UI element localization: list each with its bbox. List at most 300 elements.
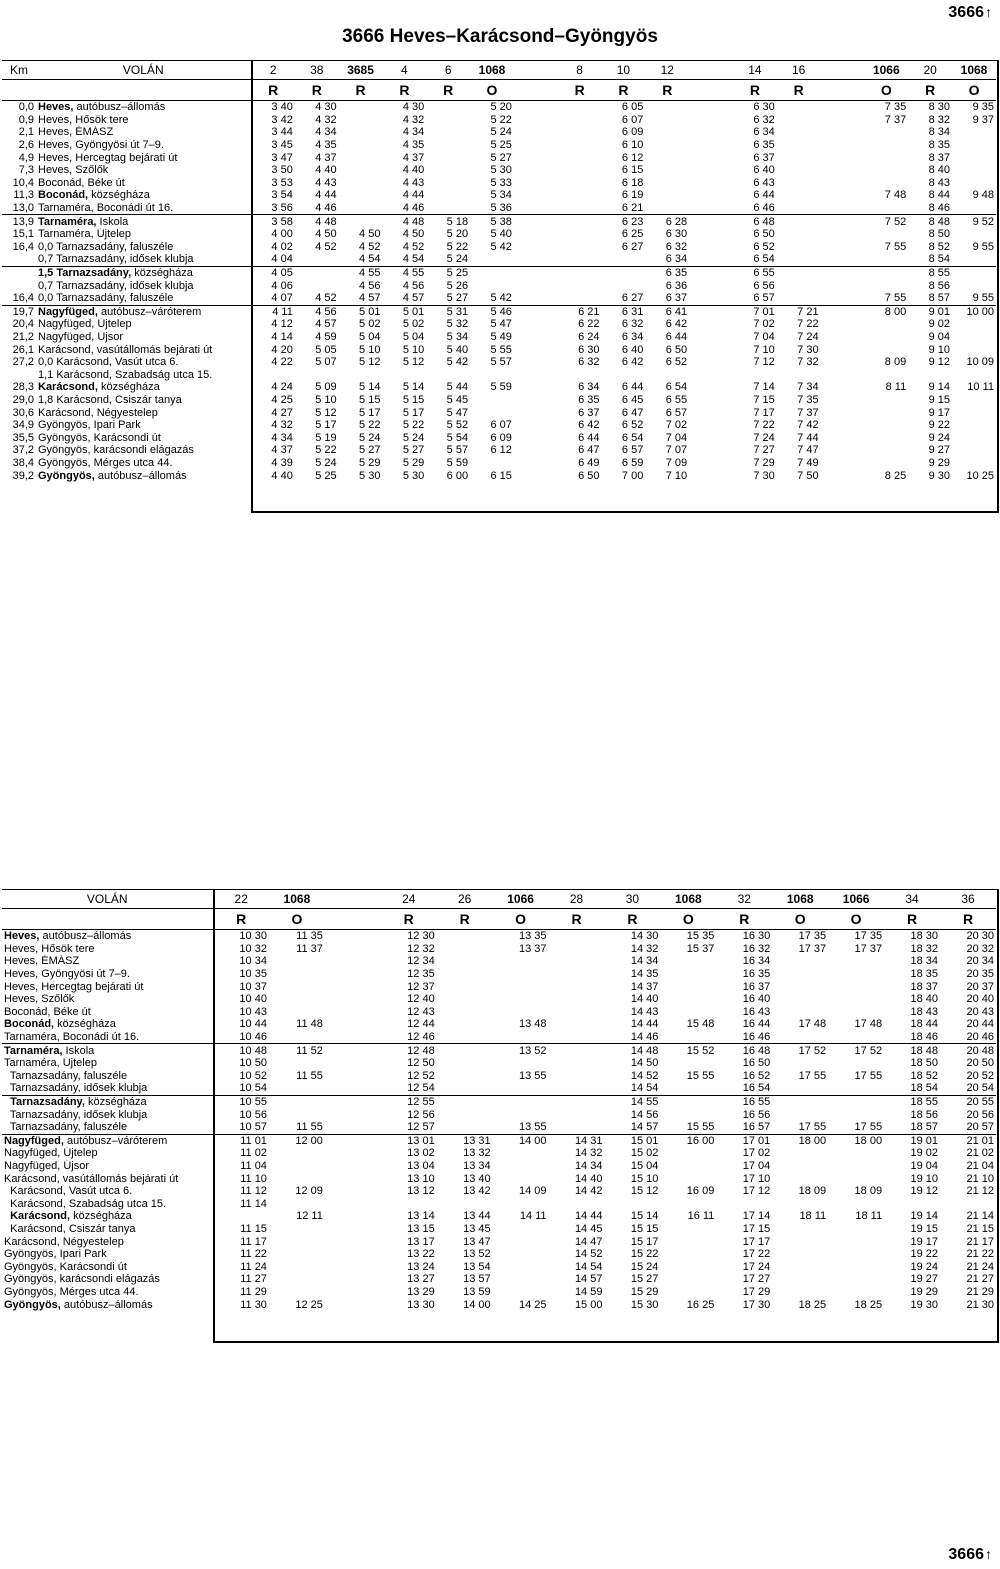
departure-time: 14 55	[604, 1095, 660, 1108]
trip-number	[821, 61, 865, 80]
departure-time: 18 40	[910, 993, 938, 1006]
departure-time	[325, 1298, 381, 1311]
departure-time	[772, 1006, 828, 1019]
departure-time: 7 42	[797, 419, 819, 432]
km-value: 29,0	[12, 393, 34, 406]
departure-time	[558, 241, 602, 254]
departure-time	[952, 318, 996, 331]
trip-number: 36	[940, 890, 996, 909]
stop-name	[2, 1006, 213, 1019]
departure-time: 13 32	[463, 1147, 491, 1160]
departure-time	[689, 101, 733, 114]
header-row-numbers	[2, 61, 996, 80]
operator-code: R	[295, 80, 339, 101]
departure-time: 8 44	[928, 189, 951, 202]
departure-time	[514, 266, 558, 279]
trip-number: 4	[382, 61, 426, 80]
departure-time: 14 31	[549, 1134, 605, 1147]
table-row	[2, 1082, 996, 1095]
departure-time	[952, 139, 996, 152]
km-value: 7,3	[18, 164, 34, 177]
stop-name-main: Heves,	[4, 930, 40, 943]
departure-time: 5 22	[359, 419, 381, 432]
table-row	[2, 1273, 996, 1286]
departure-time: 11 22	[213, 1248, 269, 1261]
departure-time: 19 24	[910, 1260, 938, 1273]
departure-time	[689, 368, 733, 381]
departure-time	[558, 266, 602, 279]
operator-code: R	[558, 80, 602, 101]
departure-time: 16 35	[742, 968, 771, 981]
departure-time	[549, 993, 605, 1006]
departure-time: 6 22	[578, 318, 600, 331]
departure-time	[493, 1160, 549, 1173]
stop-name-main: Nagyfüged,	[4, 1134, 64, 1147]
departure-time	[772, 968, 828, 981]
departure-time	[269, 1197, 325, 1210]
table-row	[2, 993, 996, 1006]
departure-time	[821, 202, 865, 215]
departure-time: 18 56	[910, 1108, 938, 1121]
table-row	[2, 164, 996, 177]
departure-time: 4 34	[251, 431, 295, 444]
departure-time	[325, 1057, 381, 1070]
stop-name	[36, 318, 251, 331]
departure-time	[660, 1147, 716, 1160]
departure-time: 21 15	[966, 1222, 994, 1235]
km-value: 26,1	[12, 343, 34, 356]
departure-time	[772, 1160, 828, 1173]
departure-time	[339, 114, 383, 127]
departure-time: 6 50	[753, 228, 775, 241]
departure-time: 21 02	[966, 1147, 994, 1160]
company-header: VOLÁN	[2, 890, 213, 909]
departure-time: 5 31	[426, 305, 470, 318]
departure-time: 13 55	[519, 1069, 547, 1082]
departure-time: 4 00	[251, 228, 295, 241]
departure-time: 15 22	[630, 1248, 659, 1261]
departure-time: 6 34	[665, 253, 688, 266]
departure-time	[864, 457, 908, 470]
km-value: 34,9	[12, 419, 34, 432]
departure-time: 15 14	[630, 1210, 659, 1223]
departure-time	[549, 1006, 605, 1019]
departure-time	[437, 1070, 493, 1083]
departure-time	[514, 305, 558, 318]
departure-time: 5 02	[359, 318, 381, 331]
stop-name	[2, 1223, 213, 1236]
departure-time	[514, 368, 558, 381]
departure-time: 6 32	[753, 113, 775, 126]
departure-time	[339, 368, 383, 381]
km-value: 2,1	[18, 126, 34, 139]
departure-time	[493, 1172, 549, 1185]
departure-time	[493, 993, 549, 1006]
departure-time: 16 34	[742, 955, 771, 968]
stop-name	[36, 394, 251, 407]
departure-time: 17 10	[742, 1172, 771, 1185]
departure-time: 17 29	[742, 1285, 771, 1298]
departure-time	[777, 177, 821, 190]
departure-time	[325, 1108, 381, 1121]
departure-time	[821, 419, 865, 432]
departure-time: 11 27	[213, 1273, 269, 1286]
departure-time	[952, 457, 996, 470]
departure-time	[558, 253, 602, 266]
departure-time: 8 56	[928, 279, 951, 292]
departure-time: 5 04	[402, 330, 425, 343]
stop-name	[36, 356, 251, 369]
departure-time	[339, 139, 383, 152]
km-value: 20,4	[12, 318, 34, 331]
departure-time	[952, 431, 996, 444]
departure-time: 11 35	[296, 930, 323, 943]
departure-time: 5 25	[490, 139, 512, 152]
departure-time: 14 00	[463, 1298, 491, 1311]
departure-time: 5 01	[382, 305, 426, 318]
departure-time: 6 36	[665, 279, 688, 292]
table-row	[2, 406, 996, 419]
departure-time: 19 15	[910, 1222, 938, 1235]
departure-time: 15 24	[630, 1260, 659, 1273]
operator-code: R	[940, 909, 996, 930]
departure-time	[325, 1223, 381, 1236]
departure-time	[382, 368, 426, 381]
departure-time: 10 09	[966, 356, 994, 369]
trip-number: 1068	[470, 61, 514, 80]
table-row	[2, 1108, 996, 1121]
stop-name-rest: Iskola	[96, 215, 129, 228]
stop-name-rest: autóbusz–váróterem	[63, 1134, 168, 1147]
departure-time	[952, 406, 996, 419]
departure-time: 13 55	[519, 1121, 547, 1134]
km-value: 0,9	[18, 113, 34, 126]
departure-time	[821, 279, 865, 292]
departure-time: 4 02	[251, 241, 295, 254]
departure-time	[864, 139, 908, 152]
departure-time: 18 35	[910, 968, 938, 981]
departure-time: 5 24	[359, 431, 381, 444]
table-row	[2, 1095, 996, 1108]
table-row	[2, 114, 996, 127]
departure-time	[470, 457, 514, 470]
departure-time: 8 37	[928, 151, 951, 164]
departure-time: 4 20	[251, 343, 295, 356]
departure-time: 9 55	[972, 292, 994, 305]
trip-number	[325, 890, 381, 909]
departure-time: 6 09	[621, 126, 644, 139]
departure-time	[558, 279, 602, 292]
stop-name-main: Gyöngyös, karácsondi elágazás	[38, 444, 194, 457]
departure-time: 13 01	[381, 1134, 437, 1147]
header-row-operators	[2, 80, 996, 101]
departure-time: 18 32	[910, 942, 938, 955]
table-row	[2, 228, 996, 241]
departure-time: 19 01	[884, 1134, 940, 1147]
stop-name	[2, 955, 213, 968]
departure-time: 6 27	[621, 240, 644, 253]
departure-time	[269, 993, 325, 1006]
departure-time	[426, 189, 470, 202]
departure-time: 14 34	[574, 1159, 603, 1172]
departure-time	[828, 1197, 884, 1210]
departure-time	[325, 1260, 381, 1273]
departure-time	[437, 955, 493, 968]
departure-time: 4 34	[402, 126, 425, 139]
departure-time	[821, 305, 865, 318]
departure-time: 18 09	[854, 1185, 883, 1198]
km-value: 35,5	[12, 431, 34, 444]
departure-time: 16 56	[742, 1108, 771, 1121]
departure-time	[821, 343, 865, 356]
stop-name-main: Heves,	[38, 101, 74, 114]
departure-time: 7 55	[884, 292, 907, 305]
departure-time: 5 29	[402, 456, 425, 469]
departure-time: 13 35	[519, 930, 547, 943]
departure-time: 5 27	[402, 444, 425, 457]
departure-time: 5 19	[315, 431, 337, 444]
departure-time: 4 05	[251, 266, 295, 279]
stop-name-main: Tarnaméra, Boconádi út 16.	[4, 1031, 140, 1044]
departure-time	[558, 228, 602, 241]
table-row	[2, 292, 996, 305]
departure-time: 6 12	[490, 444, 512, 457]
departure-time	[689, 253, 733, 266]
table-row	[2, 1260, 996, 1273]
departure-time: 6 57	[665, 406, 688, 419]
departure-time	[864, 228, 908, 241]
table-row	[2, 1248, 996, 1261]
departure-time: 4 35	[402, 139, 425, 152]
departure-time: 18 54	[910, 1082, 938, 1095]
stop-name	[36, 189, 251, 202]
operator-code: O	[660, 909, 716, 930]
departure-time: 13 52	[493, 1044, 549, 1057]
departure-time: 7 02	[665, 419, 688, 432]
departure-time: 5 14	[359, 381, 381, 394]
departure-time: 13 57	[463, 1273, 491, 1286]
departure-time: 17 24	[742, 1260, 771, 1273]
departure-time: 9 27	[928, 444, 951, 457]
departure-time	[660, 1260, 716, 1273]
departure-time: 10 46	[213, 1031, 269, 1044]
departure-time	[689, 343, 733, 356]
departure-time	[821, 381, 865, 394]
departure-time	[777, 228, 821, 241]
departure-time: 7 37	[884, 113, 907, 126]
departure-time: 13 22	[407, 1248, 435, 1261]
departure-time: 14 11	[519, 1210, 547, 1223]
departure-time: 13 54	[463, 1260, 491, 1273]
departure-time	[514, 431, 558, 444]
departure-time: 10 34	[213, 955, 269, 968]
table-row	[2, 419, 996, 432]
departure-time: 4 50	[315, 228, 337, 241]
departure-time: 6 10	[621, 139, 644, 152]
departure-time	[689, 151, 733, 164]
departure-time: 7 04	[665, 431, 688, 444]
departure-time: 5 17	[402, 406, 425, 419]
stop-name-main: Gyöngyös, Karácsondi út	[38, 431, 161, 444]
departure-time: 5 36	[490, 202, 512, 215]
trip-number: 38	[295, 61, 339, 80]
departure-time: 16 46	[742, 1031, 771, 1044]
stop-name-main: Karácsond, Csiszár tanya	[4, 1222, 136, 1235]
departure-time	[689, 419, 733, 432]
departure-time	[514, 292, 558, 305]
departure-time: 6 34	[621, 330, 644, 343]
stop-name	[36, 457, 251, 470]
trip-number: 1068	[772, 890, 828, 909]
stop-name-main: Heves, Hercegtag bejárati út	[38, 151, 178, 164]
departure-time: 5 12	[315, 406, 337, 419]
km-header: Km	[2, 61, 36, 80]
departure-time: 4 14	[251, 331, 295, 344]
direction-arrow-icon: ↑	[985, 1546, 992, 1562]
departure-time	[295, 368, 339, 381]
departure-time	[493, 968, 549, 981]
departure-time	[514, 469, 558, 482]
departure-time: 5 24	[446, 253, 469, 266]
departure-time: 7 34	[797, 381, 819, 394]
departure-time: 11 14	[213, 1197, 269, 1210]
departure-time: 6 00	[446, 469, 469, 482]
departure-time: 5 22	[315, 444, 337, 457]
departure-time: 4 52	[315, 240, 337, 253]
departure-time	[514, 151, 558, 164]
stop-name	[2, 1082, 213, 1095]
departure-time: 21 24	[966, 1260, 994, 1273]
departure-time: 14 35	[630, 968, 659, 981]
stop-name	[2, 968, 213, 981]
trip-number: 10	[602, 61, 646, 80]
table-row	[2, 356, 996, 369]
departure-time	[213, 1210, 269, 1223]
stop-name-main: Nagyfüged, Újtelep	[4, 1147, 98, 1160]
stop-name	[36, 228, 251, 241]
departure-time: 10 43	[213, 1006, 269, 1019]
departure-time: 13 10	[407, 1172, 435, 1185]
departure-time	[689, 457, 733, 470]
departure-time	[821, 457, 865, 470]
trip-number: 6	[426, 61, 470, 80]
km-value: 13,9	[2, 215, 36, 228]
stop-name-main: Tarnaméra, Boconádi út 16.	[38, 202, 174, 215]
stop-name	[2, 1018, 213, 1031]
departure-time	[772, 1286, 828, 1299]
departure-time: 5 20	[446, 228, 469, 241]
operator-code: O	[828, 909, 884, 930]
departure-time: 11 12	[213, 1185, 269, 1198]
stop-name-main: Gyöngyös, Mérges utca 44.	[4, 1285, 139, 1298]
departure-time	[602, 253, 646, 266]
departure-time	[689, 189, 733, 202]
stop-name	[36, 419, 251, 432]
departure-time	[381, 1197, 437, 1210]
stop-name-main: Heves, Hősök tere	[38, 113, 129, 126]
departure-time: 12 46	[407, 1031, 435, 1044]
departure-time: 17 48	[798, 1018, 827, 1031]
departure-time: 6 40	[621, 343, 644, 356]
page-number-top	[948, 4, 992, 22]
departure-time: 4 37	[315, 151, 337, 164]
trip-number: 1068	[952, 61, 996, 80]
departure-time: 20 48	[940, 1044, 996, 1057]
table-row	[2, 1070, 996, 1083]
departure-time: 7 17	[753, 406, 775, 419]
departure-time	[864, 279, 908, 292]
departure-time: 5 33	[490, 176, 512, 189]
departure-time: 4 40	[402, 164, 425, 177]
departure-time: 12 57	[407, 1121, 435, 1134]
departure-time: 4 46	[315, 202, 337, 215]
departure-time	[437, 1031, 493, 1044]
departure-time: 6 28	[645, 215, 689, 228]
table-row	[2, 1057, 996, 1070]
operator-code: R	[381, 909, 437, 930]
departure-time: 16 52	[742, 1069, 771, 1082]
stop-name	[36, 331, 251, 344]
departure-time: 13 47	[463, 1235, 491, 1248]
departure-time: 4 07	[251, 292, 295, 305]
departure-time: 13 34	[463, 1159, 491, 1172]
departure-time: 9 15	[928, 393, 951, 406]
departure-time: 5 40	[446, 343, 469, 356]
departure-time: 4 32	[402, 113, 425, 126]
departure-time	[325, 1197, 381, 1210]
departure-time	[325, 1286, 381, 1299]
table-row	[2, 1235, 996, 1248]
operator-code	[689, 80, 733, 101]
departure-time	[269, 955, 325, 968]
stop-name-main: Heves, Gyöngyösi út 7–9.	[4, 968, 130, 981]
departure-time: 4 46	[402, 202, 425, 215]
departure-time: 6 07	[621, 113, 644, 126]
departure-time: 4 44	[402, 189, 425, 202]
departure-time: 21 12	[966, 1185, 994, 1198]
departure-time: 4 57	[315, 318, 337, 331]
departure-time: 6 15	[621, 164, 644, 177]
departure-time	[549, 930, 605, 943]
stop-name-main: Heves, Szőlők	[38, 164, 109, 177]
departure-time	[437, 1006, 493, 1019]
departure-time	[864, 151, 908, 164]
departure-time: 5 14	[402, 381, 425, 394]
departure-time	[660, 968, 716, 981]
departure-time: 16 32	[742, 942, 771, 955]
table-row	[2, 1044, 996, 1057]
departure-time: 6 52	[753, 240, 775, 253]
table-row	[2, 305, 996, 318]
departure-time: 14 43	[630, 1005, 659, 1018]
departure-time	[437, 1057, 493, 1070]
departure-time: 5 22	[446, 240, 469, 253]
departure-time: 5 27	[359, 444, 381, 457]
departure-time: 20 43	[966, 1005, 994, 1018]
departure-time	[269, 1147, 325, 1160]
departure-time	[864, 318, 908, 331]
departure-time	[660, 1057, 716, 1070]
departure-time: 4 12	[251, 318, 295, 331]
stop-name	[36, 381, 251, 394]
departure-time	[777, 368, 821, 381]
departure-time: 6 35	[578, 393, 600, 406]
departure-time: 6 30	[753, 101, 775, 114]
km-value: 10,4	[12, 176, 34, 189]
departure-time: 12 25	[295, 1298, 323, 1311]
stop-name	[2, 1235, 213, 1248]
trip-number: 16	[777, 61, 821, 80]
